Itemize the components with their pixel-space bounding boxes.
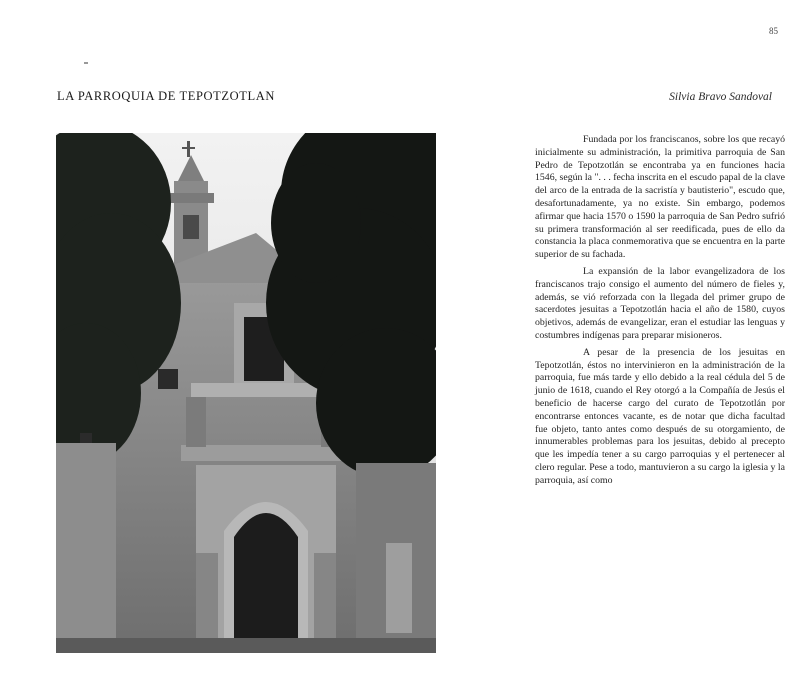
print-speck — [84, 62, 88, 64]
side-window — [158, 369, 178, 389]
cornice-band — [191, 383, 331, 397]
page-number: 85 — [769, 26, 778, 36]
article-author: Silvia Bravo Sandoval — [669, 91, 772, 103]
article-title: LA PARROQUIA DE TEPOTZOTLAN — [57, 89, 275, 103]
left-wall — [56, 443, 116, 653]
ground — [56, 638, 436, 653]
main-portal — [196, 465, 336, 653]
church-facade-photo — [56, 133, 436, 653]
body-paragraph: A pesar de la presencia de los jesuitas en Tepotzotlán, éstos no intervinieron en la administración de la parroquia, fue más tarde y ello debido a la real cédula del 5 de junio de 1618, cuando el Rey otorgó a la Compañía de Jesús el beneficio de hacerse cargo del curato de Tepotzotlán por encontrarse entonces vacante, es de notar que dicha facultad fue objeto, tanto antes como después de su otorgamiento, de innumerables problemas para los jesuitas, debido al precepto que les impedía tener a su cargo parroquias y el pertenecer al clero regular. Pese a todo, mantuvieron a su cargo la iglesia y la parroquia, así como — [535, 346, 785, 486]
body-paragraph: La expansión de la labor evangelizadora de los franciscanos trajo consigo el aumento del número de fieles y, además, se vió reforzada con la llegada del primer grupo de sacerdotes jesuitas a Tepotzotlán hacia el año de 1580, cuyos objetivos, además de evangelizar, eran el estudiar las lenguas y costumbres indígenas para preparar misioneros. — [535, 265, 785, 341]
article-body — [535, 134, 785, 492]
body-paragraph: Fundada por los franciscanos, sobre los que recayó inicialmente su administración, la primitiva parroquia de San Pedro de Tepotzotlán se encontraba ya en funciones hacia 1546, según la ". . . fecha inscrita en el escudo papal de la clave del arco de la entrada de la sacristía y bautisterio", escudo que, desafortunadamente, ya no existe. Sin embargo, podemos afirmar que hacia 1570 o 1590 la parroquia de San Pedro sufrió su primera transformación al ser reedificada, pues de ello da constancia la placa conmemorativa que se encuentra en la parte superior de su fachada. — [535, 134, 785, 261]
